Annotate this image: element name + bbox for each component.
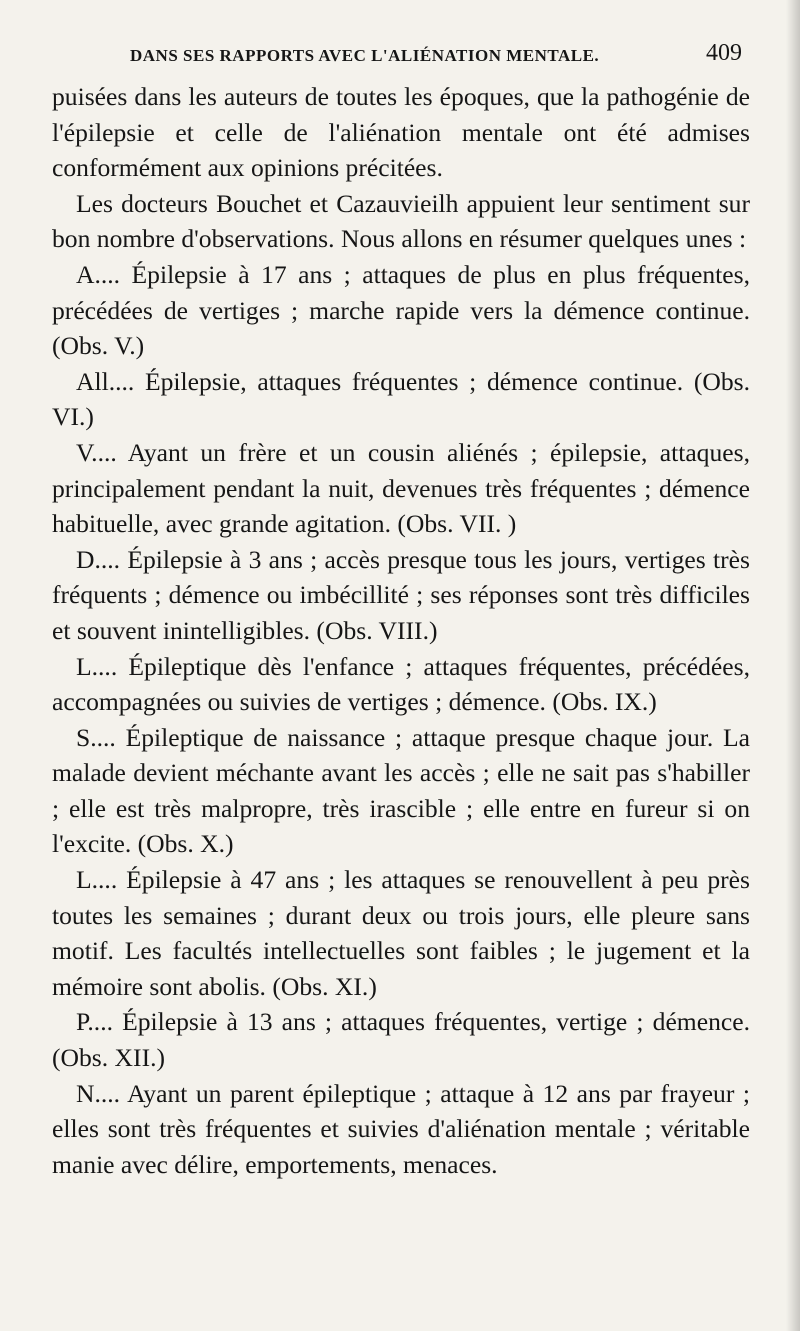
running-head-title: DANS SES RAPPORTS AVEC L'ALIÉNATION MENTALE. [130, 46, 600, 65]
paragraph: N.... Ayant un parent épileptique ; attaque à 12 ans par frayeur ; elles sont très fréquentes et suivies d'aliénation mentale ; véritable manie avec délire, emportements, menaces. [52, 1078, 750, 1179]
paragraph: D.... Épilepsie à 3 ans ; accès presque tous les jours, vertiges très fréquents ; démence ou imbécillité ; ses réponses sont très difficiles et souvent inintelligibles. (Obs. VIII.) [52, 544, 750, 645]
paragraph: V.... Ayant un frère et un cousin aliénés ; épilepsie, attaques, principalement pendant la nuit, devenues très fréquentes ; démence habituelle, avec grande agitation. (Obs. VII. ) [52, 437, 750, 539]
page-number: 409 [706, 40, 742, 66]
paragraph: puisées dans les auteurs de toutes les époques, que la pathogénie de l'épilepsie et celle de l'aliénation mentale ont été admises conformément aux opinions précitées. [52, 82, 750, 183]
running-head [52, 38, 750, 79]
paragraph: L.... Épilepsie à 47 ans ; les attaques se renouvellent à peu près toutes les semaines ; durant deux ou trois jours, elle pleure sans motif. Les facultés intellectuelles sont faibles ; le jugement et la mémoire sont abolis. (Obs. XI.) [52, 865, 750, 1001]
body-text [52, 79, 750, 1182]
paragraph: Les docteurs Bouchet et Cazauvieilh appuient leur sentiment sur bon nombre d'observations. Nous allons en résumer quelques unes : [52, 188, 750, 254]
page-edge-shadow [786, 0, 800, 1331]
paragraph: S.... Épileptique de naissance ; attaque presque chaque jour. La malade devient méchante avant les accès ; elle ne sait pas s'habiller ; elle est très malpropre, très irascible ; elle entre en fureur si on l'excite. (Obs. X.) [52, 722, 750, 859]
paragraph: P.... Épilepsie à 13 ans ; attaques fréquentes, vertige ; démence. (Obs. XII.) [52, 1007, 750, 1073]
paragraph: A.... Épilepsie à 17 ans ; attaques de plus en plus fréquentes, précédées de vertiges ; marche rapide vers la démence continue. (Obs. V.) [52, 259, 750, 361]
paragraph: All.... Épilepsie, attaques fréquentes ; démence continue. (Obs. VI.) [52, 366, 750, 432]
paragraph: L.... Épileptique dès l'enfance ; attaques fréquentes, précédées, accompagnées ou suivies de vertiges ; démence. (Obs. IX.) [52, 651, 750, 717]
